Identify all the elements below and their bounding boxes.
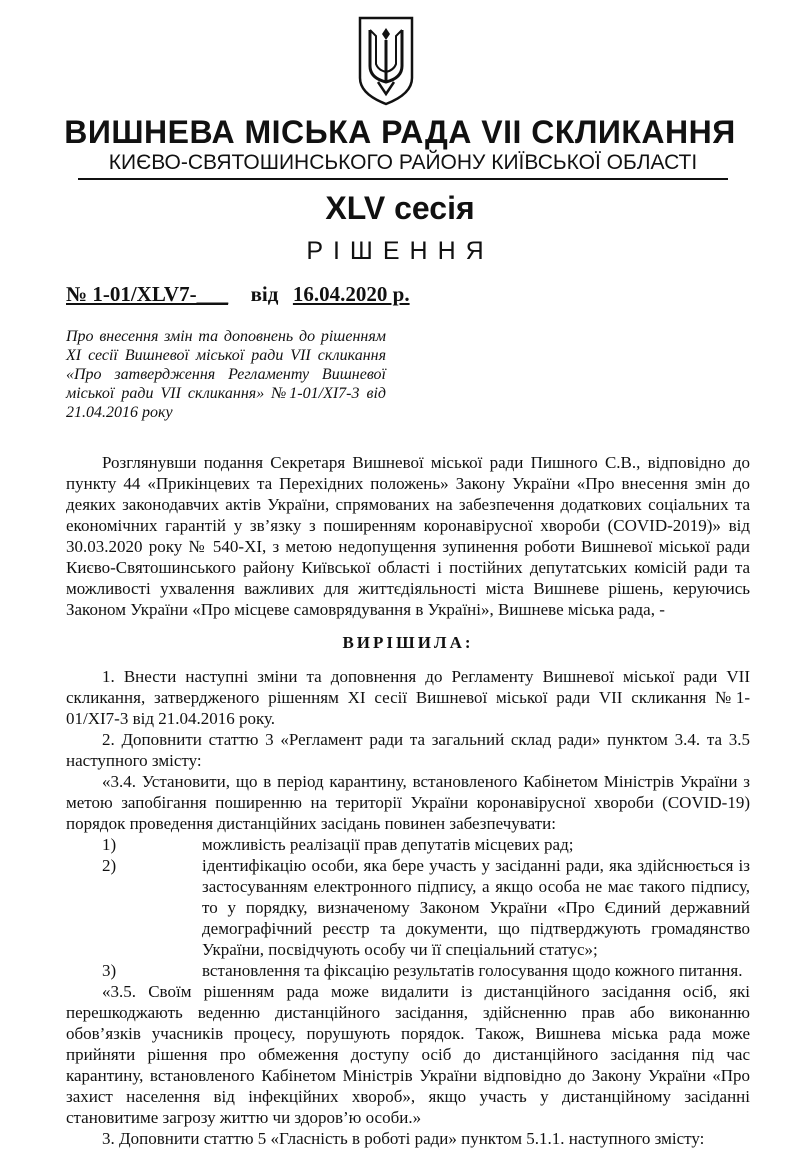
clause-3-5-paragraph: «3.5. Своїм рішенням рада може видалити із дистанційного засідання осіб, які перешкоджають веденню дистанційного засідання, здійсненню прав або виконанню обов’язків учасників процесу, порушують порядок. Також, Вишнева міська рада може прийняти рішення про обмеження доступу осіб до дистанційного засідання під час карантину, встановленого Кабінетом Міністрів України відповідно до Закону України «Про захист населення від інфекційних хвороб», якщо участь у дистанційному засіданні становитиме загрозу життю чи здоров’ю особи.»	[66, 982, 750, 1127]
subclause-2-number: 2)	[102, 856, 117, 875]
item-1-paragraph: 1. Внести наступні зміни та доповнення до Регламенту Вишневої міської ради VII скликання, затвердженого рішенням XI сесії Вишневої міської ради VII скликання №1-01/XI7-3 від 21.04.2016 року.	[66, 667, 750, 728]
preamble-paragraph: Розглянувши подання Секретаря Вишневої міської ради Пишного С.В., відповідно до пункту 44 «Прикінцевих та Перехідних положень» Закону України «Про внесення змін до деяких законодавчих актів України, спрямованих на забезпечення додаткових соціальних та економічних гарантій у зв’язку з поширенням коронавірусної хвороби (COVID-2019)» від 30.03.2020 року № 540-ХІ, з метою недопущення зупинення роботи Вишневої міської ради Києво-Святошинського району Київської області і постійних депутатських комісій ради та можливості ухвалення важливих для життєдіяльності міста Вишневе рішень, керуючись Законом України «Про місцеве самоврядування в Україні», Вишневе міська рада, -	[66, 453, 750, 619]
district-name: КИЄВО-СВЯТОШИНСЬКОГО РАЙОНУ КИЇВСЬКОЇ ОБЛАСТІ	[108, 151, 698, 174]
document-type: РІШЕННЯ	[306, 237, 494, 265]
decision-subject: Про внесення змін та доповнень до рішенням XI сесії Вишневої міської ради VII скликання «Про затвердження Регламенту Вишневої міської ради VII скликання» №1-01/XI7-3 від 21.04.2016 року	[66, 328, 386, 421]
clause-3-4-paragraph: «3.4. Установити, що в період карантину, встановленого Кабінетом Міністрів України з метою запобігання поширенню на території України коронавірусної хвороби (COVID-19) порядок проведення дистанційних засідань повинен забезпечувати:	[66, 772, 750, 833]
decision-date: 16.04.2020 р.	[292, 282, 410, 306]
trident-coat-of-arms-icon	[356, 14, 416, 108]
item-3-paragraph: 3. Доповнити статтю 5 «Гласність в роботі ради» пунктом 5.1.1. наступного змісту:	[102, 1129, 705, 1148]
subclause-1	[66, 834, 750, 855]
item-2-paragraph: 2. Доповнити статтю 3 «Регламент ради та загальний склад ради» пунктом 3.4. та 3.5 наступного змісту:	[66, 730, 750, 770]
decision-number-line	[66, 281, 410, 307]
subclause-3	[66, 960, 750, 981]
council-name: ВИШНЕВА МІСЬКА РАДА VII СКЛИКАННЯ	[64, 114, 736, 150]
document-body	[66, 452, 750, 1149]
date-prefix: від	[250, 282, 279, 306]
session-title: XLV сесія	[325, 190, 475, 226]
subclause-2-text: ідентифікацію особи, яка бере участь у засіданні ради, яка здійснюється із застосуванням електронного підпису, а якщо особа не має такого підпису, то у порядку, визначеному Законом України «Про Єдиний державний демографічний реєстр та документи, що підтверджують громадянство України, посвідчують особу чи її спеціальний статус»;	[202, 856, 750, 959]
subclause-2	[66, 855, 750, 960]
resolved-heading: ВИРІШИЛА:	[342, 633, 474, 652]
subclause-3-number: 3)	[102, 961, 117, 980]
header-divider	[78, 178, 728, 180]
decision-number: № 1-01/XLV7-___	[66, 282, 229, 306]
subclause-3-text: встановлення та фіксацію результатів голосування щодо кожного питання.	[202, 961, 743, 980]
subclause-1-number: 1)	[102, 835, 117, 854]
subclause-1-text: можливість реалізації прав депутатів місцевих рад;	[202, 835, 574, 854]
